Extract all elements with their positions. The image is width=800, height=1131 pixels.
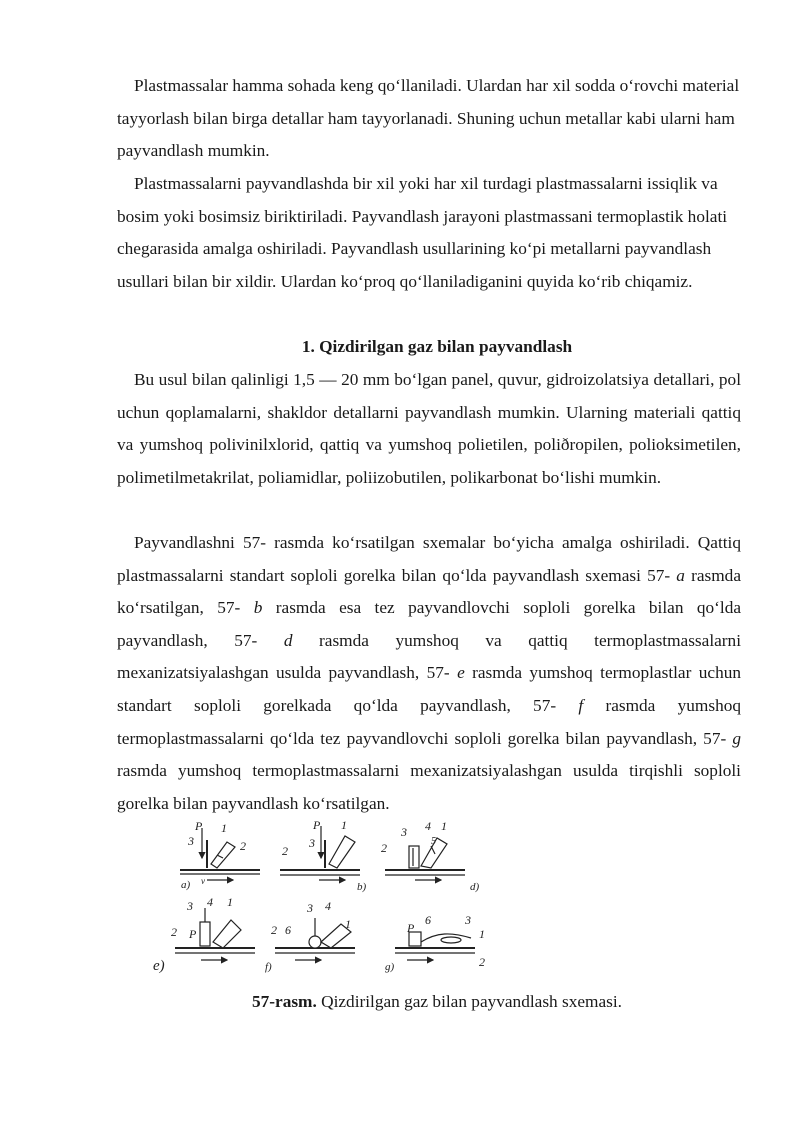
label-p: P — [189, 927, 197, 941]
label-2: 2 — [271, 923, 277, 937]
label-g: g) — [385, 961, 395, 973]
scheme-b — [280, 820, 367, 893]
label-p: P — [195, 820, 203, 833]
label-1: 1 — [345, 917, 351, 931]
label-3: 3 — [188, 834, 194, 848]
label-4: 4 — [207, 895, 213, 909]
text-run: rasmda ko‘rsatilgan, 57- — [117, 565, 741, 618]
italic-letter: a — [676, 565, 685, 585]
label-1: 1 — [441, 820, 447, 833]
label-5: 5 — [431, 836, 436, 847]
label-2: 2 — [282, 844, 288, 858]
text-run: Payvandlashni 57- rasmda ko‘rsatilgan sxemalar bo‘yicha amalga oshiriladi. Qattiq plastmassalarni standart soploli gorelka bilan qo‘lda payvandlash sxemasi 57- — [117, 533, 741, 585]
label-a: a) — [181, 879, 191, 891]
italic-letter: b — [253, 598, 263, 618]
italic-letter: e — [457, 663, 465, 683]
label-4: 4 — [425, 820, 431, 833]
label-v: v — [201, 876, 205, 886]
label-3: 3 — [307, 901, 313, 915]
label-3: 3 — [309, 836, 315, 850]
label-3: 3 — [187, 899, 193, 913]
scheme-d — [381, 820, 480, 893]
label-4: 4 — [325, 899, 331, 913]
paragraph-method-text: Plastmassalarni payvandlashda bir xil yoki har xil turdagi plastmassalarni issiqlik va bosim yoki bosimsiz biriktiriladi. Payvandlash jarayoni plastmassani termoplastik holati chegarasida amalga oshiriladi. Payvandlash usullarining ko‘pi metallarni payvandlash usullari bilan bir xildir. Ulardan ko‘proq qo‘llaniladiganini quyida ko‘rib chiqamiz. — [117, 174, 728, 291]
label-1: 1 — [479, 927, 485, 941]
label-2: 2 — [381, 841, 387, 855]
welding-schemes-figure — [145, 820, 505, 985]
label-3: 3 — [465, 913, 471, 927]
text-run: rasmda esa tez payvandlovchi soploli gorelka bilan qo‘lda payvandlash, 57- — [117, 598, 742, 650]
text-run: rasmda yumshoq termoplastmassalarni mexanizatsiyalashgan usulda tirqishli soploli gorelka bilan payvandlash ko‘rsatilgan. — [117, 761, 741, 813]
paragraph-schemes — [117, 527, 741, 820]
label-6: 6 — [285, 923, 291, 937]
scheme-f — [265, 899, 355, 973]
text-run: rasmda yumshoq va qattiq termoplastmassalarni mexanizatsiyalashgan usulda payvandlash, 57- — [117, 630, 742, 683]
scheme-e — [153, 895, 255, 974]
italic-letter: f — [578, 695, 584, 715]
label-p: P — [407, 921, 415, 935]
label-3: 3 — [401, 825, 407, 839]
italic-letter: d — [283, 630, 293, 650]
text-run: rasmda yumshoq termoplastlar uchun standart soploli gorelkada qo‘lda payvandlash, 57- — [117, 663, 741, 715]
label-1: 1 — [221, 821, 227, 835]
label-2: 2 — [479, 955, 485, 969]
italic-letter: g — [732, 728, 741, 748]
label-6: 6 — [425, 913, 431, 927]
caption-number: 57-rasm. — [251, 992, 317, 1011]
label-1: 1 — [341, 820, 347, 832]
figure-caption — [0, 986, 800, 1018]
caption-text: Qizdirilgan gaz bilan payvandlash sxemasi. — [316, 992, 622, 1011]
section-heading: 1. Qizdirilgan gaz bilan payvandlash — [301, 337, 573, 356]
label-1: 1 — [227, 895, 233, 909]
paragraph-materials-text: Bu usul bilan qalinligi 1,5 — 20 mm bo‘lgan panel, quvur, gidroizolatsiya detallari, pol uchun qoplamalarni, shakldor detallarni payvandlash mumkin. Ularning materiali qattiq va yumshoq polivinilxlorid, qattiq va yumshoq polietilen, poliðropilen, polioksimetilen, polimetilmetakrilat, poliamidlar, poliizobutilen, polikarbonat bo‘lishi mumkin. — [117, 370, 741, 487]
label-f: f) — [265, 961, 272, 973]
paragraph-intro-text: Plastmassalar hamma sohada keng qo‘llaniladi. Ulardan har xil sodda o‘rovchi material tayyorlash bilan birga detallar ham tayyorlanadi. Shuning uchun metallar kabi ularni ham payvandlash mumkin. — [117, 76, 740, 161]
paragraph-materials — [117, 364, 741, 494]
label-d: d) — [470, 881, 480, 893]
label-e: e) — [153, 958, 165, 974]
paragraph-method — [117, 168, 741, 298]
label-b: b) — [357, 881, 367, 893]
text-run: rasmda yumshoq termoplastmassalarni qo‘lda tez payvandlovchi soploli gorelka bilan payvandlash, 57- — [117, 695, 741, 748]
scheme-a — [180, 820, 260, 891]
label-2: 2 — [240, 839, 246, 853]
scheme-g — [385, 913, 485, 973]
paragraph-intro — [117, 70, 741, 168]
label-p: P — [313, 820, 321, 832]
label-2: 2 — [171, 925, 177, 939]
